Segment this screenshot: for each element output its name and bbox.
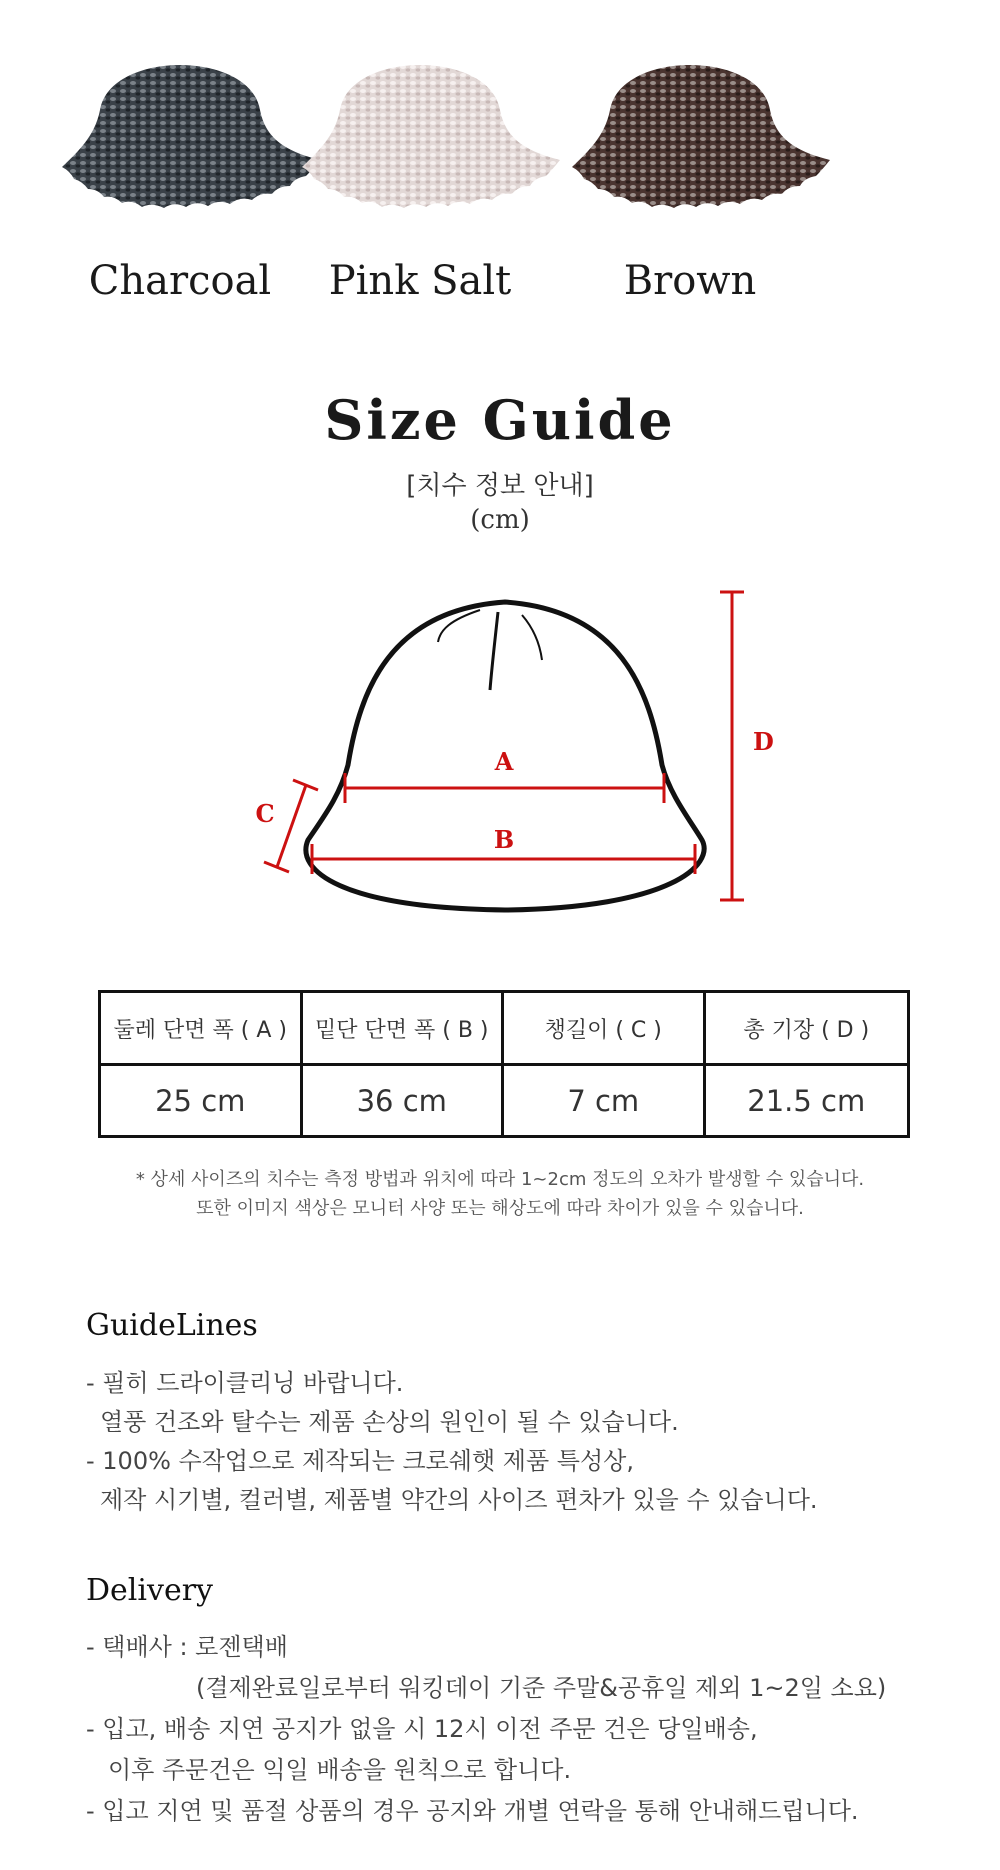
- label-b: B: [493, 825, 515, 854]
- hat-measurement-diagram: [240, 570, 780, 930]
- guidelines-line-2: 열풍 건조와 탈수는 제품 손상의 원인이 될 수 있습니다.: [100, 1408, 679, 1436]
- swatch-name-charcoal: Charcoal: [88, 258, 272, 304]
- dimension-d: [720, 592, 744, 900]
- size-note-2: 또한 이미지 색상은 모니터 사양 또는 해상도에 따라 차이가 있을 수 있습니다.: [196, 1198, 804, 1219]
- table-value-c: 7 cm: [504, 1066, 706, 1135]
- label-c: C: [255, 799, 275, 828]
- table-header-a: 둘레 단면 폭 ( A ): [101, 993, 303, 1066]
- size-guide-unit: (cm): [470, 505, 530, 535]
- table-header-b: 밑단 단면 폭 ( B ): [303, 993, 505, 1066]
- size-note-1: * 상세 사이즈의 치수는 측정 방법과 위치에 따라 1~2cm 정도의 오차가 발생할 수 있습니다.: [135, 1169, 865, 1190]
- table-header-c: 챙길이 ( C ): [504, 993, 706, 1066]
- delivery-line-5: - 입고 지연 및 품절 상품의 경우 공지와 개별 연락을 통해 안내해드립니다.: [86, 1797, 859, 1825]
- guidelines-line-4: 제작 시기별, 컬러별, 제품별 약간의 사이즈 편차가 있을 수 있습니다.: [100, 1486, 818, 1514]
- hat-image-pink-salt: [270, 40, 570, 220]
- guidelines-line-3: - 100% 수작업으로 제작되는 크로쉐햇 제품 특성상,: [86, 1447, 634, 1475]
- label-d: D: [753, 727, 774, 756]
- table-value-d: 21.5 cm: [747, 1083, 866, 1118]
- delivery-title: Delivery: [86, 1573, 213, 1608]
- swatch-brown[interactable]: [540, 40, 840, 310]
- swatch-pink-salt[interactable]: [270, 40, 570, 310]
- guidelines-line-1: - 필히 드라이클리닝 바랍니다.: [86, 1369, 404, 1397]
- table-header-d: 총 기장 ( D ): [706, 993, 908, 1066]
- size-guide-title: Size Guide: [324, 388, 676, 452]
- swatch-name-brown: Brown: [623, 258, 757, 304]
- label-a: A: [494, 747, 514, 776]
- size-table: [98, 990, 910, 1138]
- table-value-a: 25 cm: [101, 1066, 303, 1135]
- delivery-line-4: 이후 주문건은 익일 배송을 원칙으로 합니다.: [108, 1756, 572, 1784]
- dimension-a: [345, 773, 664, 803]
- size-guide-subtitle: [치수 정보 안내]: [406, 471, 594, 501]
- swatch-name-pink-salt: Pink Salt: [328, 258, 512, 304]
- table-value-b: 36 cm: [303, 1066, 505, 1135]
- delivery-line-2: (결제완료일로부터 워킹데이 기준 주말&공휴일 제외 1~2일 소요): [196, 1674, 887, 1702]
- delivery-line-3: - 입고, 배송 지연 공지가 없을 시 12시 이전 주문 건은 당일배송,: [86, 1715, 758, 1743]
- hat-image-brown: [540, 40, 840, 220]
- delivery-line-1: - 택배사 : 로젠택배: [86, 1633, 288, 1661]
- color-swatches: [0, 40, 1000, 310]
- guidelines-title: GuideLines: [86, 1308, 258, 1343]
